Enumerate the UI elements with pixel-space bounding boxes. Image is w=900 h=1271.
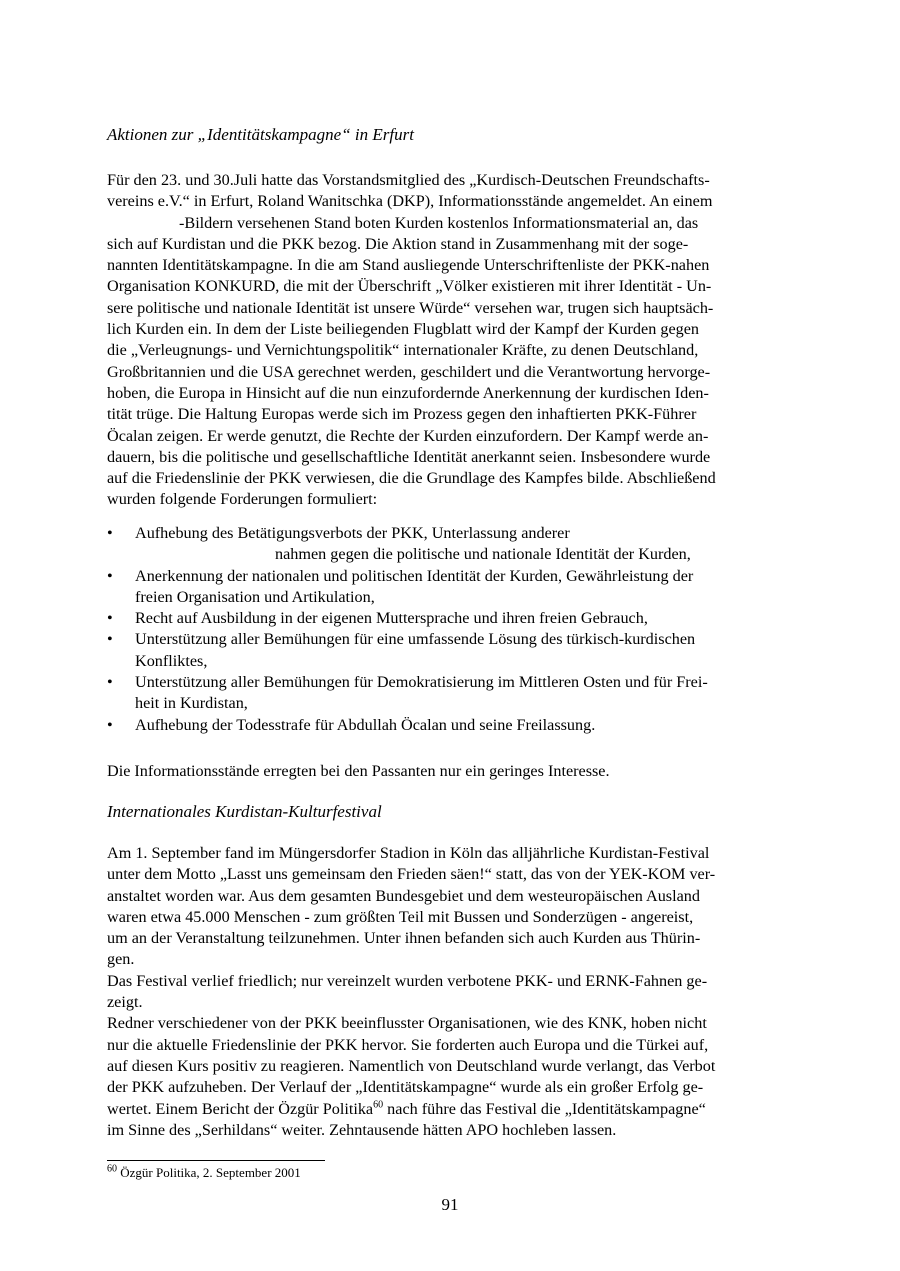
text-line: nur die aktuelle Friedenslinie der PKK hervor. Sie forderten auch Europa und die Türkei auf, bbox=[107, 1035, 709, 1054]
bullet-icon: • bbox=[107, 566, 113, 585]
text-fragment: nach führe das Festival die „Identitätskampagne“ bbox=[383, 1099, 706, 1118]
bullet-icon: • bbox=[107, 524, 113, 542]
list-item-text: Aufhebung der Todesstrafe für Abdullah Öcalan und seine Freilassung. bbox=[135, 715, 596, 734]
footnote-separator bbox=[107, 1160, 325, 1161]
footnote-text: Özgür Politika, 2. September 2001 bbox=[117, 1165, 301, 1180]
text-line: Öcalan zeigen. Er werde genutzt, die Rechte der Kurden einzufordern. Der Kampf werde an- bbox=[107, 426, 709, 445]
list-item bbox=[107, 566, 767, 609]
text-line: Am 1. September fand im Müngersdorfer Stadion in Köln das alljährliche Kurdistan-Festival bbox=[107, 844, 710, 862]
paragraph-closing bbox=[107, 761, 767, 782]
footnote-number: 60 bbox=[107, 1163, 117, 1175]
text-line: Großbritannien und die USA gerechnet werden, geschildert und die Verantwortung hervorge- bbox=[107, 362, 711, 381]
text-line: auf die Friedenslinie der PKK verwiesen, die die Grundlage des Kampfes bilde. Abschließend bbox=[107, 469, 716, 488]
text-line: sere politische und nationale Identität ist unsere Würde“ versehen war, trugen sich hauptsäch- bbox=[107, 298, 714, 317]
bullet-icon: • bbox=[107, 673, 113, 692]
text-line: vereins e.V.“ in Erfurt, Roland Wanitschka (DKP), Informationsstände angemeldet. An einem bbox=[107, 192, 713, 211]
text-line bbox=[107, 213, 767, 234]
list-item-text: Anerkennung der nationalen und politischen Identität der Kurden, Gewährleistung der bbox=[135, 566, 694, 585]
demands-list bbox=[107, 523, 767, 736]
list-item-text: heit in Kurdistan, bbox=[135, 694, 248, 713]
text-line: zeigt. bbox=[107, 993, 143, 1012]
footnote bbox=[107, 1165, 301, 1181]
list-item-text: Aufhebung des Betätigungsverbots der PKK, Unterlassung anderer bbox=[135, 524, 570, 542]
text-fragment: wertet. Einem Bericht der Özgür Politika bbox=[107, 1099, 374, 1118]
page-number: 91 bbox=[441, 1195, 459, 1214]
text-line: wurden folgende Forderungen formuliert: bbox=[107, 490, 378, 509]
list-item bbox=[107, 672, 767, 715]
heading-text: Aktionen zur „Identitätskampagne“ in Erfurt bbox=[107, 125, 414, 144]
text-line-with-footnote bbox=[107, 1099, 767, 1120]
text-line: unter dem Motto „Lasst uns gemeinsam den Frieden säen!“ statt, das von der YEK-KOM ver- bbox=[107, 865, 716, 884]
text-line: gen. bbox=[107, 950, 135, 969]
text-line: dauern, bis die politische und gesellschaftliche Identität anerkannt seien. Insbesondere wurde bbox=[107, 447, 711, 466]
bullet-icon: • bbox=[107, 630, 113, 649]
list-item-text: freien Organisation und Artikulation, bbox=[135, 587, 375, 606]
list-item-text: Recht auf Ausbildung in der eigenen Muttersprache und ihren freien Gebrauch, bbox=[135, 609, 648, 628]
text-line: waren etwa 45.000 Menschen - zum größten Teil mit Bussen und Sonderzügen - angereist, bbox=[107, 907, 694, 926]
text-line: Organisation KONKURD, die mit der Überschrift „Völker existieren mit ihrer Identität - Un- bbox=[107, 277, 712, 296]
section-heading-erfurt bbox=[107, 124, 767, 146]
text-line: der PKK aufzuheben. Der Verlauf der „Identitätskampagne“ wurde als ein großer Erfolg ge- bbox=[107, 1078, 704, 1097]
text-line: im Sinne des „Serhildans“ weiter. Zehntausende hätten APO hochleben lassen. bbox=[107, 1120, 617, 1139]
paragraph-erfurt bbox=[107, 170, 767, 511]
paragraph-festival bbox=[107, 843, 767, 1141]
text-line: Die Informationsstände erregten bei den Passanten nur ein geringes Interesse. bbox=[107, 762, 610, 780]
text-line: hoben, die Europa in Hinsicht auf die nun einzufordernde Anerkennung der kurdischen Iden- bbox=[107, 383, 709, 402]
text-line: auf diesen Kurs positiv zu reagieren. Namentlich von Deutschland wurde verlangt, das Verbot bbox=[107, 1056, 716, 1075]
list-item-text: Unterstützung aller Bemühungen für eine umfassende Lösung des türkisch-kurdischen bbox=[135, 630, 696, 649]
text-line: Für den 23. und 30.Juli hatte das Vorstandsmitglied des „Kurdisch-Deutschen Freundschafts- bbox=[107, 171, 710, 189]
bullet-icon: • bbox=[107, 609, 113, 628]
list-item bbox=[107, 523, 767, 566]
list-item-text: nahmen gegen die politische und nationale Identität der Kurden, bbox=[275, 545, 691, 564]
section-heading-festival bbox=[107, 801, 767, 823]
list-item bbox=[107, 608, 767, 629]
heading-text: Internationales Kurdistan-Kulturfestival bbox=[107, 802, 382, 821]
list-item-text: Unterstützung aller Bemühungen für Demokratisierung im Mittleren Osten und für Frei- bbox=[135, 673, 708, 692]
text-line: die „Verleugnungs- und Vernichtungspolitik“ internationaler Kräfte, zu denen Deutschland, bbox=[107, 341, 699, 360]
text-line: Das Festival verlief friedlich; nur vereinzelt wurden verbotene PKK- und ERNK-Fahnen ge- bbox=[107, 971, 708, 990]
list-item bbox=[107, 715, 767, 736]
text-line: nannten Identitätskampagne. In die am Stand ausliegende Unterschriftenliste der PKK-nahen bbox=[107, 256, 710, 275]
list-item bbox=[107, 629, 767, 672]
text-line: tität trüge. Die Haltung Europas werde sich im Prozess gegen den inhaftierten PKK-Führer bbox=[107, 405, 697, 424]
text-line: Redner verschiedener von der PKK beeinflusster Organisationen, wie des KNK, hoben nicht bbox=[107, 1014, 707, 1033]
text-line: um an der Veranstaltung teilzunehmen. Unter ihnen befanden sich auch Kurden aus Thürin- bbox=[107, 929, 701, 948]
text-line: sich auf Kurdistan und die PKK bezog. Die Aktion stand in Zusammenhang mit der soge- bbox=[107, 234, 689, 253]
list-item-text: Konfliktes, bbox=[135, 651, 208, 670]
text-line: lich Kurden ein. In dem der Liste beiliegenden Flugblatt wird der Kampf der Kurden gegen bbox=[107, 320, 700, 339]
text-line: anstaltet worden war. Aus dem gesamten Bundesgebiet und dem westeuropäischen Ausland bbox=[107, 886, 700, 905]
text-line-fragment: -Bildern versehenen Stand boten Kurden kostenlos Informationsmaterial an, das bbox=[179, 213, 699, 232]
footnote-reference[interactable]: 60 bbox=[373, 1099, 384, 1111]
bullet-icon: • bbox=[107, 715, 113, 734]
